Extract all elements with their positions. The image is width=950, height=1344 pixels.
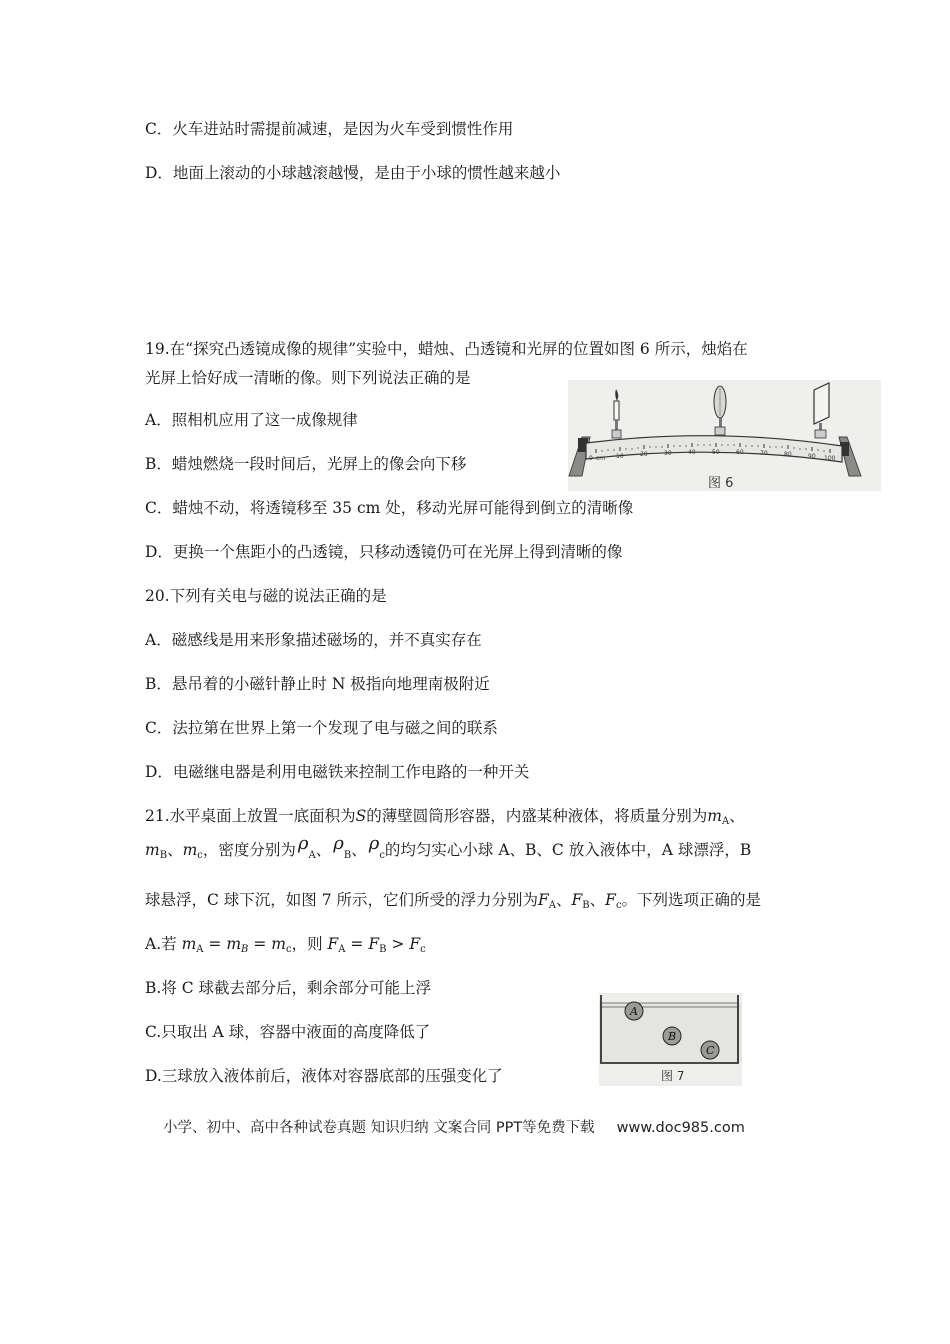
sub-b: B [582,900,590,911]
sub-b: B [343,850,352,861]
equals: = [248,935,272,953]
q18-option-c: C．火车进站时需提前减速，是因为火车受到惯性作用 [145,120,514,138]
q20-option-c: C．法拉第在世界上第一个发现了电与磁之间的联系 [145,719,498,737]
q21-text: 。下列选项正确的是 [621,891,762,909]
ruler-unit: cm [596,455,606,462]
sub-c: c [615,900,622,911]
equals: = [203,935,227,953]
ball-b-label: B [668,1030,677,1043]
ruler-label-100: 100 [824,455,836,462]
ruler-label-0: 0 [589,455,593,462]
var-m: m [145,841,160,859]
equals: = [345,935,369,953]
q21-text: 的均匀实心小球 A、B、C 放入液体中，A 球漂浮，B [384,841,752,859]
ruler-label-40: 40 [688,449,696,456]
q21-stem-line3 [145,890,761,916]
sub-c: c [379,850,385,861]
punct: 、 [729,807,745,825]
q19-option-b: B．蜡烛燃烧一段时间后，光屏上的像会向下移 [145,455,467,473]
var-m: m [181,935,197,953]
greater-than: > [386,935,410,953]
page-footer [163,1116,745,1137]
ruler-label-20: 20 [640,451,648,458]
q19-stem-line2: 光屏上恰好成一清晰的像。则下列说法正确的是 [145,369,471,387]
q21-option-b: B.将 C 球截去部分后，剩余部分可能上浮 [145,979,432,997]
q20-option-d: D．电磁继电器是利用电磁铁来控制工作电路的一种开关 [145,763,530,781]
punct: 、 [315,841,332,859]
punct: 、 [589,891,606,909]
sub-c: c [420,944,426,955]
footer-url[interactable]: www.doc985.com [616,1120,745,1136]
var-s: S [355,807,367,825]
punct: 、 [351,841,367,859]
rho-symbol: ρ [368,833,380,854]
var-f: F [409,935,421,953]
q21-stem-line2 [145,833,752,866]
sub-b: B [159,850,168,861]
sub-c: c [197,850,203,861]
var-f: F [327,935,339,953]
sub-c: c [285,944,292,955]
var-m: m [226,935,242,953]
sub-a: A [338,944,346,955]
sub-a: A [722,816,730,827]
q21-option-d: D.三球放入液体前后，液体对容器底部的压强变化了 [145,1067,503,1085]
convex-lens [714,386,726,435]
q21-option-a [145,934,426,960]
ball-b [663,1027,681,1045]
sub-b: B [241,944,249,955]
rho-symbol: ρ [297,833,309,854]
punct: 、 [556,891,572,909]
ruler-label-60: 60 [736,449,744,456]
sub-b: B [379,944,387,955]
q19-stem-line1: 19.在“探究凸透镜成像的规律”实验中，蜡烛、凸透镜和光屏的位置如图 6 所示，烛焰在 [145,340,748,358]
var-f: F [605,891,616,909]
figure-6-optical-bench [568,380,881,491]
var-f: F [368,935,380,953]
ruler-label-90: 90 [808,453,816,460]
ruler-label-70: 70 [760,450,768,457]
q18-option-d: D．地面上滚动的小球越滚越慢，是由于小球的惯性越来越小 [145,164,561,182]
var-f: F [571,891,583,909]
q21-text: 21.水平桌面上放置一底面积为 [145,807,356,825]
q20-stem: 20.下列有关电与磁的说法正确的是 [145,587,387,605]
var-m: m [271,935,286,953]
sub-a: A [196,944,204,955]
q21-text: ，则 [291,935,328,953]
ball-a [625,1002,643,1020]
var-f: F [538,891,549,909]
sub-a: A [308,850,316,861]
rho-symbol: ρ [333,833,344,854]
q20-option-a: A．磁感线是用来形象描述磁场的，并不真实存在 [145,631,482,649]
q21-text: A.若 [145,935,182,953]
q19-option-a: A．照相机应用了这一成像规律 [145,411,358,429]
q19-option-d: D．更换一个焦距小的凸透镜，只移动透镜仍可在光屏上得到清晰的像 [145,543,623,561]
q21-stem-line1 [145,806,745,832]
footer-text: 小学、初中、高中各种试卷真题 知识归纳 文案合同 PPT等免费下载 [163,1120,595,1136]
ruler-label-80: 80 [784,451,792,458]
q19-option-c: C．蜡烛不动，将透镜移至 35 cm 处，移动光屏可能得到倒立的清晰像 [145,499,634,517]
figure-7-caption: 图 7 [661,1069,685,1083]
q21-text: 球悬浮，C 球下沉，如图 7 所示，它们所受的浮力分别为 [145,891,539,909]
ball-c [701,1041,719,1059]
figure-7-container [599,993,742,1086]
ruler-label-10: 10 [616,453,624,460]
var-m: m [707,807,722,825]
q20-option-b: B．悬吊着的小磁针静止时 N 极指向地理南极附近 [145,675,490,693]
var-m: m [182,841,198,859]
q21-text: ，密度分别为 [202,841,296,859]
ball-c-label: C [706,1044,715,1057]
candle [612,389,621,438]
light-screen [814,383,829,438]
ruler-label-30: 30 [664,450,672,457]
q21-option-c: C.只取出 A 球，容器中液面的高度降低了 [145,1023,431,1041]
figure-6-caption: 图 6 [708,476,734,491]
q21-text: 的薄壁圆筒形容器，内盛某种液体，将质量分别为 [366,807,708,825]
ruler-label-50: 50 [712,449,720,456]
sub-a: A [548,900,557,911]
ball-a-label: A [630,1005,638,1018]
punct: 、 [167,841,183,859]
